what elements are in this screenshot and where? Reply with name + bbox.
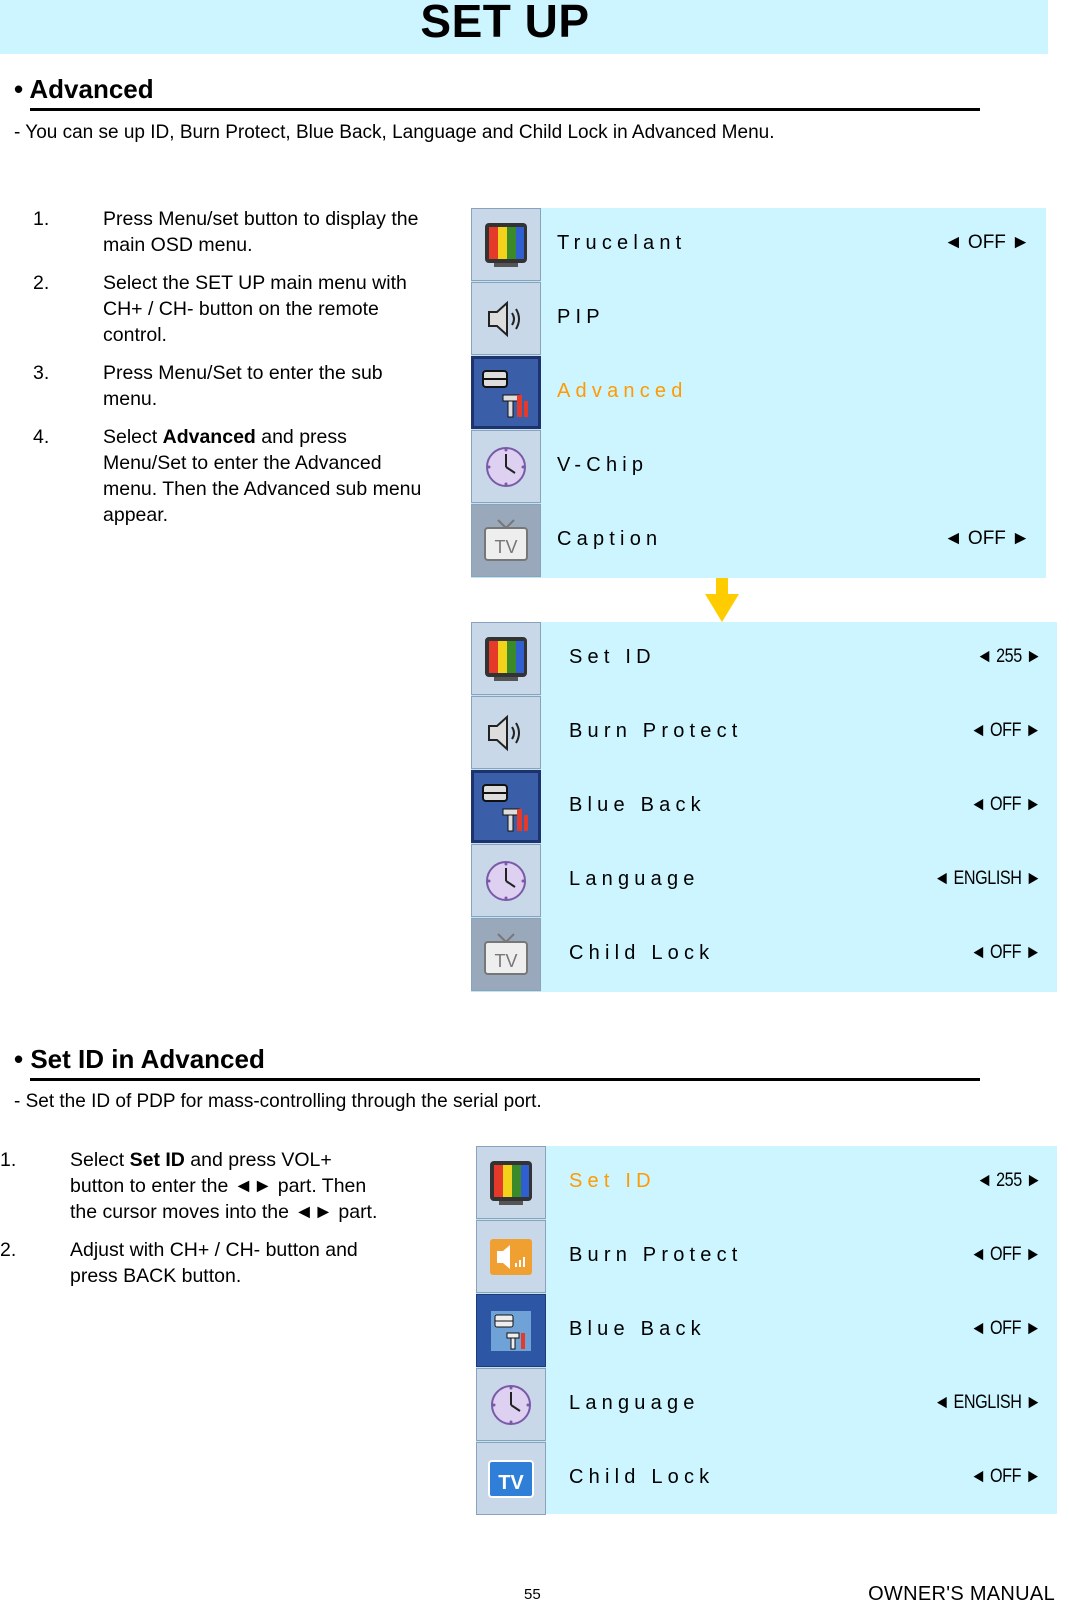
menu-item-value[interactable]: ◄ OFF ► [970,1466,1041,1487]
step-text-bold: Advanced [162,426,256,448]
page-number: 55 [524,1586,541,1603]
menu-icon-cell [471,208,541,281]
step-text: Adjust with CH+ / CH- button and press BACK button. [70,1239,358,1287]
menu-item-label: Caption [557,528,663,550]
menu-icon-cell [471,622,541,695]
list-item [0,1237,390,1289]
down-arrow-icon [705,578,739,622]
section-setid-heading [14,1044,265,1075]
color-bars-icon [484,222,528,268]
step-text [103,424,428,528]
tools-icon [481,779,531,835]
menu-item-value[interactable]: ◄ OFF ► [970,1244,1041,1265]
menu-icon-cell [476,1368,546,1441]
step-number: 2. [33,272,50,294]
menu-item-label: Set ID [569,646,656,668]
step-text: Select the SET UP main menu with CH+ / CH- button on the remote control. [103,272,407,346]
menu-row-language[interactable] [471,844,1057,918]
menu-row-language[interactable] [476,1368,1057,1442]
menu-item-value[interactable]: ◄ 255 ► [976,1170,1041,1191]
menu-item-label: Advanced [557,380,688,402]
menu-row-advanced[interactable] [471,356,1046,430]
menu-item-value[interactable]: ◄ OFF ► [970,794,1041,815]
step-text-post: and press VOL+ button to enter the ◄► part. Then the cursor moves into the ◄► part. [70,1149,378,1223]
menu-item-label: Blue Back [569,1318,706,1340]
step-text-pre: Select [103,426,163,448]
menu-item-label: V-Chip [557,454,649,476]
menu-item-label: PIP [557,306,605,328]
menu-icon-cell [471,844,541,917]
page-title: SET UP [420,0,590,47]
menu-row-caption[interactable] [471,504,1046,578]
bullet: • [14,74,30,104]
step-number: 1. [33,208,50,230]
menu-item-value[interactable]: ◄ ENGLISH ► [933,1392,1041,1413]
list-item [33,360,433,412]
color-bars-icon [489,1160,533,1206]
svg-text:TV: TV [494,536,518,557]
clock-icon [484,445,528,489]
menu-item-value[interactable]: ◄ OFF ► [970,1318,1041,1339]
step-text-bold: Set ID [129,1149,185,1171]
menu-icon-cell [476,1294,546,1367]
menu-item-label: Child Lock [569,1466,715,1488]
menu-item-value[interactable]: ◄ OFF ► [943,528,1030,549]
tools-icon [489,1309,533,1353]
tv-icon [482,932,530,978]
menu-item-label: Trucelant [557,232,687,254]
step-text: Press Menu/Set to enter the sub menu. [103,362,383,410]
tv-icon [487,1459,535,1499]
step-text-post: and press Menu/Set to enter the Advanced menu. Then the Advanced sub menu appear. [103,426,422,526]
menu-item-value[interactable]: ◄ OFF ► [970,720,1041,741]
steps-list-advanced [33,206,433,540]
menu-row-set-id[interactable] [471,622,1057,696]
menu-icon-cell [471,918,541,991]
speaker-icon [483,299,529,339]
heading-text: Set ID in Advanced [30,1044,265,1074]
section-advanced-heading [14,74,154,105]
step-number: 4. [33,426,50,448]
menu-row-burn-protect[interactable] [476,1220,1057,1294]
menu-icon-cell [476,1146,546,1219]
step-number: 1. [0,1149,17,1171]
menu-icon-cell [476,1442,546,1515]
menu-row-v-chip[interactable] [471,430,1046,504]
osd-main-menu [471,208,1046,578]
menu-icon-cell [471,430,541,503]
heading-text: Advanced [29,74,154,104]
section-setid-description: - Set the ID of PDP for mass-controlling through the serial port. [14,1091,542,1112]
menu-item-value[interactable]: ◄ OFF ► [943,232,1030,253]
speaker-icon [483,713,529,753]
speaker-icon [488,1237,534,1277]
step-text-pre: Select [70,1149,130,1171]
steps-list-setid [0,1147,390,1301]
svg-text:TV: TV [494,950,518,971]
menu-row-blue-back[interactable] [471,770,1057,844]
menu-row-burn-protect[interactable] [471,696,1057,770]
menu-row-pip[interactable] [471,282,1046,356]
tv-icon [482,518,530,564]
heading-rule [30,108,980,111]
menu-item-label: Language [569,868,700,890]
menu-item-value[interactable]: ◄ 255 ► [976,646,1041,667]
menu-icon-cell [471,770,541,843]
bullet: • [14,1044,31,1074]
menu-icon-cell [471,504,541,577]
menu-row-child-lock[interactable] [471,918,1057,992]
step-text: Press Menu/set button to display the main OSD menu. [103,208,419,256]
menu-item-label: Set ID [569,1170,656,1192]
svg-text:TV: TV [498,1471,524,1494]
osd-advanced-menu [471,622,1057,992]
list-item [33,206,433,258]
menu-row-set-id[interactable] [476,1146,1057,1220]
menu-icon-cell [471,282,541,355]
menu-item-label: Child Lock [569,942,715,964]
menu-item-value[interactable]: ◄ OFF ► [970,942,1041,963]
clock-icon [489,1383,533,1427]
clock-icon [484,859,528,903]
menu-row-trucelant[interactable] [471,208,1046,282]
step-text [70,1147,385,1225]
list-item [33,424,433,528]
menu-icon-cell [471,356,541,429]
step-number: 3. [33,362,50,384]
section-advanced-description: - You can se up ID, Burn Protect, Blue Back, Language and Child Lock in Advanced Menu. [14,122,775,143]
list-item [0,1147,390,1225]
menu-row-blue-back[interactable] [476,1294,1057,1368]
menu-item-label: Burn Protect [569,720,743,742]
menu-icon-cell [476,1220,546,1293]
menu-icon-cell [471,696,541,769]
menu-row-child-lock[interactable] [476,1442,1057,1516]
menu-item-label: Language [569,1392,700,1414]
tools-icon [481,365,531,421]
heading-rule [30,1078,980,1081]
footer-manual-label: OWNER'S MANUAL [868,1583,1055,1605]
osd-setid-menu [476,1146,1057,1514]
menu-item-value[interactable]: ◄ ENGLISH ► [933,868,1041,889]
menu-item-label: Blue Back [569,794,706,816]
color-bars-icon [484,636,528,682]
menu-item-label: Burn Protect [569,1244,743,1266]
list-item [33,270,433,348]
step-number: 2. [0,1239,17,1261]
